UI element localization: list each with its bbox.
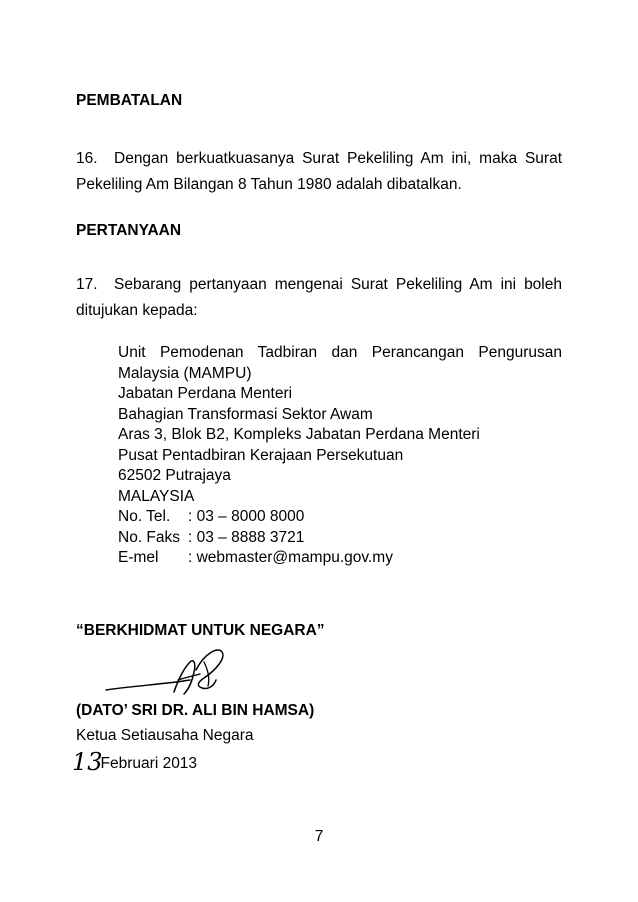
paragraph-text: Sebarang pertanyaan mengenai Surat Pekeliling Am ini boleh [114, 276, 562, 293]
signatory-name: (DATO’ SRI DR. ALI BIN HAMSA) [76, 702, 315, 719]
address-line: Aras 3, Blok B2, Kompleks Jabatan Perdana Menteri [118, 426, 480, 443]
paragraph-16 [76, 146, 562, 198]
heading-pertanyaan: PERTANYAAN [76, 222, 182, 239]
address-line: Bahagian Transformasi Sektor Awam [118, 405, 373, 423]
fax-row [118, 528, 562, 549]
fax-value: : 03 – 8888 3721 [188, 528, 305, 546]
handwritten-day: 13 [72, 748, 103, 776]
contact-address [118, 343, 562, 569]
paragraph-number: 17. [76, 276, 98, 293]
email-label: E-mel [118, 549, 159, 566]
heading-pembatalan: PEMBATALAN [76, 92, 183, 109]
date-text: Februari 2013 [100, 755, 198, 772]
address-line: Unit Pemodenan Tadbiran dan Perancangan Pengurusan [118, 344, 562, 361]
fax-label: No. Faks [118, 528, 181, 546]
telephone-value: : 03 – 8000 8000 [188, 508, 305, 525]
paragraph-text: Pekeliling Am Bilangan 8 Tahun 1980 adalah dibatalkan. [76, 176, 462, 193]
page-number: 7 [314, 828, 324, 845]
signatory-position: Ketua Setiausaha Negara [76, 727, 254, 744]
signature [104, 640, 234, 702]
address-line: MALAYSIA [118, 487, 195, 505]
date-line [72, 748, 197, 776]
paragraph-number: 16. [76, 150, 98, 167]
paragraph-text: Dengan berkuatkuasanya Surat Pekeliling Am ini, maka Surat [114, 150, 562, 167]
motto: “BERKHIDMAT UNTUK NEGARA” [76, 622, 325, 639]
paragraph-text: ditujukan kepada: [76, 302, 198, 319]
address-line: Pusat Pentadbiran Kerajaan Persekutuan [118, 446, 404, 464]
address-line: Malaysia (MAMPU) [118, 364, 252, 382]
email-row [118, 548, 562, 569]
email-value: : webmaster@mampu.gov.my [188, 549, 393, 566]
telephone-row [118, 507, 562, 528]
address-line: 62502 Putrajaya [118, 467, 231, 484]
paragraph-17 [76, 272, 562, 324]
address-line: Jabatan Perdana Menteri [118, 385, 293, 402]
telephone-label: No. Tel. [118, 508, 171, 525]
